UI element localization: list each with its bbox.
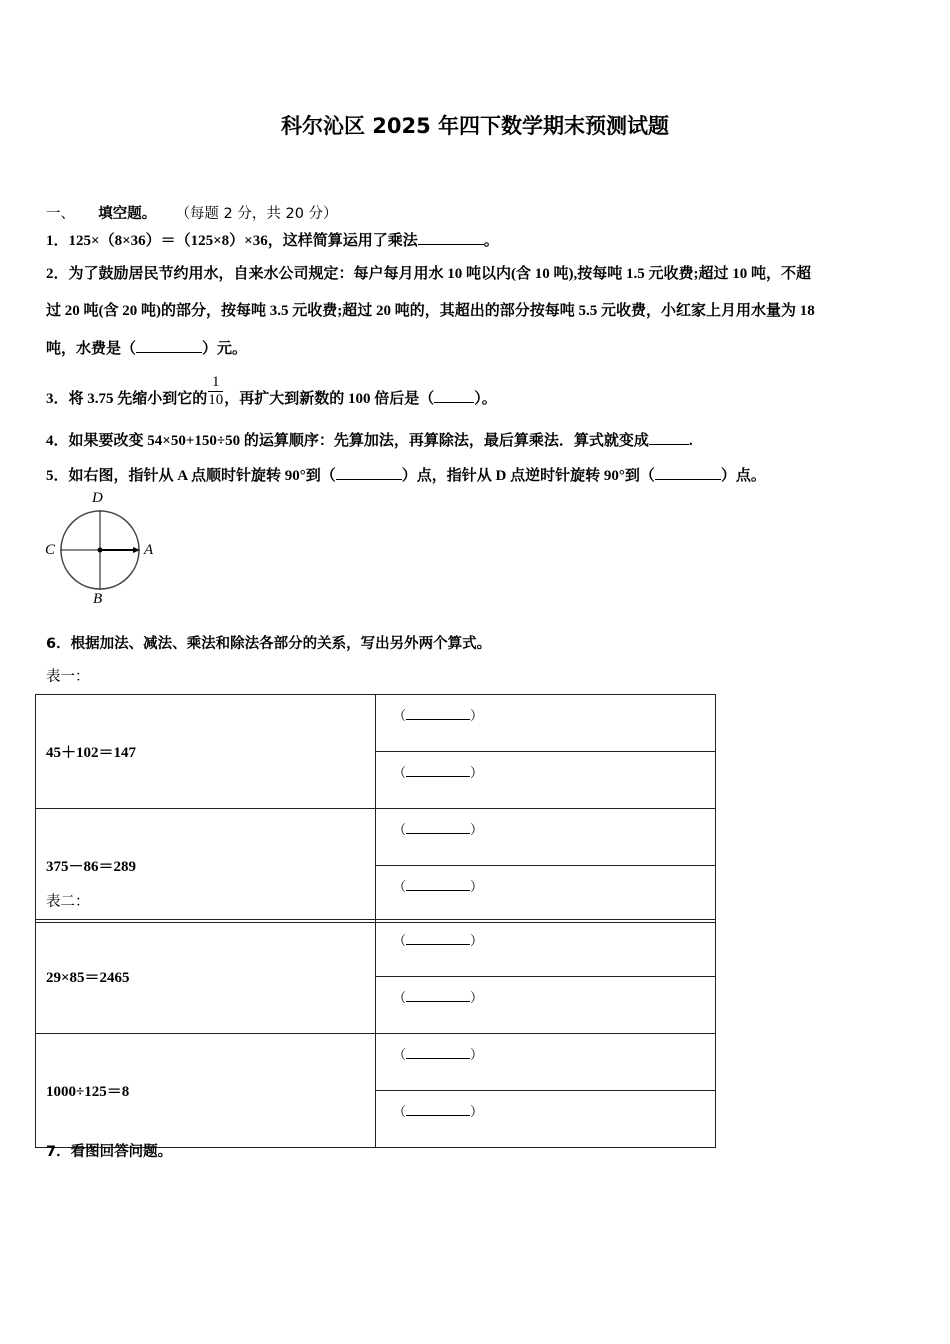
table-row <box>36 1034 716 1091</box>
point-label-b: B <box>93 591 103 607</box>
table-2-label: 表二： <box>46 894 90 910</box>
table-row <box>36 695 716 752</box>
question-suffix: ）点。 <box>720 468 766 484</box>
close-paren: ） <box>470 823 484 838</box>
open-paren: （ <box>393 1048 407 1063</box>
fraction-numerator: 1 <box>208 374 223 392</box>
question-text: 如果要改变 54×50+150÷50 的运算顺序：先算加法，再算除法，最后算乘法．算式就变成 <box>68 433 649 449</box>
question-number: 5． <box>46 468 69 484</box>
question-text: 吨，水费是（ <box>46 341 137 357</box>
question-suffix: ）元。 <box>202 341 248 357</box>
question-5 <box>46 464 766 485</box>
question-2-line-3 <box>46 337 247 358</box>
answer-cell[interactable] <box>376 920 716 977</box>
answer-cell[interactable] <box>376 866 716 923</box>
question-4 <box>46 429 693 450</box>
close-paren: ） <box>470 1105 484 1120</box>
relation-table-2 <box>35 919 716 1148</box>
table-1-label: 表一： <box>46 669 90 685</box>
table-row <box>36 809 716 866</box>
open-paren: （ <box>393 991 407 1006</box>
answer-blank[interactable] <box>406 1103 470 1116</box>
answer-blank[interactable] <box>649 430 689 445</box>
question-6 <box>46 632 491 653</box>
question-text: ）点，指针从 D 点逆时针旋转 90°到（ <box>401 468 655 484</box>
answer-cell[interactable] <box>376 1091 716 1148</box>
answer-blank[interactable] <box>136 338 202 353</box>
equation-cell: 29×85＝2465 <box>36 920 376 1034</box>
answer-blank[interactable] <box>406 764 470 777</box>
fraction <box>208 374 223 409</box>
answer-cell[interactable] <box>376 809 716 866</box>
table-row <box>36 920 716 977</box>
answer-blank[interactable] <box>406 989 470 1002</box>
question-text: 为了鼓励居民节约用水，自来水公司规定：每户每月用水 10 吨以内(含 10 吨),按每吨 1.5 元收费;超过 10 吨，不超 <box>68 266 812 282</box>
page-title: 科尔沁区 2025 年四下数学期末预测试题 <box>280 114 670 138</box>
open-paren: （ <box>393 934 407 949</box>
open-paren: （ <box>393 766 407 781</box>
answer-blank-1[interactable] <box>336 465 402 480</box>
answer-blank[interactable] <box>406 707 470 720</box>
section-heading <box>46 202 338 223</box>
question-text: 如右图，指针从 A 点顺时针旋转 90°到（ <box>68 468 336 484</box>
answer-blank[interactable] <box>406 1046 470 1059</box>
point-label-a: A <box>144 542 154 558</box>
equation-cell: 1000÷125＝8 <box>36 1034 376 1148</box>
close-paren: ） <box>470 991 484 1006</box>
answer-cell[interactable] <box>376 752 716 809</box>
question-text: 125×（8×36）＝（125×8）×36，这样简算运用了乘法 <box>68 233 418 249</box>
open-paren: （ <box>393 1105 407 1120</box>
question-text: 根据加法、减法、乘法和除法各部分的关系，写出另外两个算式。 <box>70 636 492 652</box>
close-paren: ） <box>470 1048 484 1063</box>
question-number: 4． <box>46 433 69 449</box>
point-label-d: D <box>92 490 103 506</box>
section-name: 填空题。 <box>98 206 157 222</box>
close-paren: ） <box>470 880 484 895</box>
equation-cell: 375－86＝289 <box>36 809 376 923</box>
question-suffix: . <box>688 433 693 449</box>
close-paren: ） <box>470 934 484 949</box>
question-number: 3． <box>46 390 69 407</box>
question-text: 看图回答问题。 <box>70 1144 173 1160</box>
answer-cell[interactable] <box>376 1034 716 1091</box>
question-7 <box>46 1140 172 1161</box>
answer-blank[interactable] <box>434 388 474 403</box>
answer-blank[interactable] <box>418 230 484 245</box>
open-paren: （ <box>393 709 407 724</box>
close-paren: ） <box>470 709 484 724</box>
question-text: 将 3.75 先缩小到它的 <box>68 390 208 407</box>
section-note: （每题 2 分，共 20 分） <box>175 206 338 222</box>
answer-blank-2[interactable] <box>655 465 721 480</box>
question-number: 1． <box>46 233 69 249</box>
answer-blank[interactable] <box>406 932 470 945</box>
open-paren: （ <box>393 880 407 895</box>
clock-pointer-diagram <box>40 488 170 613</box>
question-3 <box>46 374 497 417</box>
question-suffix: ）。 <box>474 390 497 407</box>
question-text: ，再扩大到新数的 100 倍后是（ <box>224 390 435 407</box>
equation-cell: 45＋102＝147 <box>36 695 376 809</box>
close-paren: ） <box>470 766 484 781</box>
question-number: 2． <box>46 266 69 282</box>
point-label-c: C <box>45 542 56 558</box>
answer-cell[interactable] <box>376 695 716 752</box>
answer-blank[interactable] <box>406 878 470 891</box>
relation-table-1 <box>35 694 716 923</box>
fraction-denominator: 10 <box>208 392 224 408</box>
section-number: 一、 <box>46 206 75 222</box>
answer-cell[interactable] <box>376 977 716 1034</box>
question-number: 7． <box>46 1144 71 1160</box>
question-2-line-2: 过 20 吨(含 20 吨)的部分，按每吨 3.5 元收费;超过 20 吨的，其超出的部分按每吨 5.5 元收费，小红家上月用水量为 18 <box>46 303 815 319</box>
answer-blank[interactable] <box>406 821 470 834</box>
open-paren: （ <box>393 823 407 838</box>
question-2-line-1 <box>46 262 811 283</box>
question-1 <box>46 229 499 250</box>
question-number: 6． <box>46 636 71 652</box>
question-suffix: 。 <box>483 233 499 249</box>
